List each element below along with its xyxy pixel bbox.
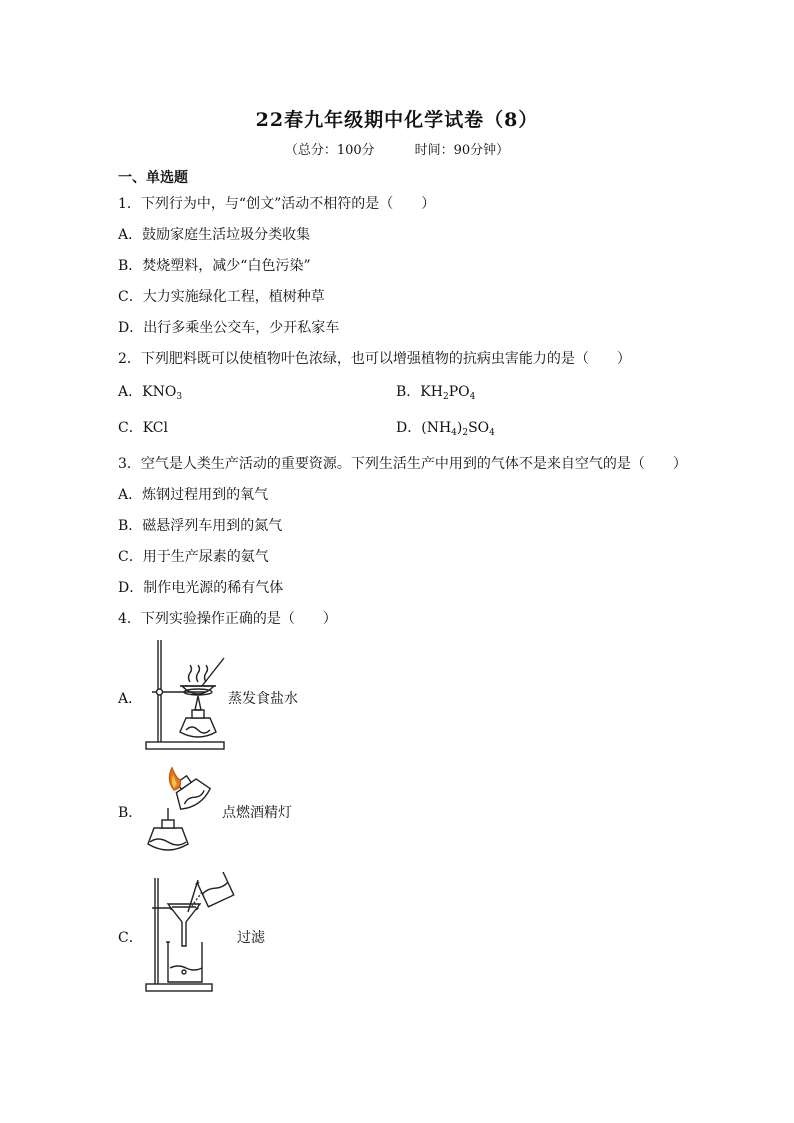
evaporation-caption: 蒸发食盐水 [228, 691, 298, 707]
filtration-caption: 过滤 [237, 930, 265, 946]
total-score: （总分：100分 [284, 143, 375, 158]
question-2-option-d: D．$(NH_4)_2SO_4$ [396, 420, 495, 438]
question-3-option-d: D．制作电光源的稀有气体 [118, 580, 284, 596]
question-4-stem: 4．下列实验操作正确的是（ ） [118, 611, 337, 627]
page-title: 22春九年级期中化学试卷（8） [255, 109, 539, 131]
question-1-option-b: B．焚烧塑料，减少“白色污染” [118, 258, 311, 274]
question-3-option-a: A．炼钢过程用到的氧气 [118, 487, 269, 503]
question-3-stem: 3．空气是人类生产活动的重要资源。下列生活生产中用到的气体不是来自空气的是（ ） [118, 456, 687, 472]
question-2-option-a: A．$KNO_3$ [118, 384, 183, 402]
alcohol-lamp-figure [140, 764, 225, 854]
question-4-option-b-label: B． [118, 805, 143, 821]
exam-info [0, 139, 794, 158]
question-4-option-a-label: A． [118, 691, 143, 707]
alcohol-lamp-caption: 点燃酒精灯 [222, 805, 292, 821]
question-1-option-d: D．出行多乘坐公交车，少开私家车 [118, 320, 340, 336]
exam-time: 时间：90分钟） [414, 143, 510, 158]
question-2-option-c: C．KCl [118, 420, 168, 436]
question-2-stem: 2．下列肥料既可以使植物叶色浓绿，也可以增强植物的抗病虫害能力的是（ ） [118, 351, 631, 367]
filtration-figure [140, 872, 235, 997]
question-2-option-b: B．$KH_2PO_4$ [396, 384, 476, 402]
section-heading: 一、单选题 [118, 170, 188, 186]
question-1-option-a: A．鼓励家庭生活垃圾分类收集 [118, 227, 311, 243]
question-1-option-c: C．大力实施绿化工程，植树种草 [118, 289, 325, 305]
question-4-option-c-label: C． [118, 930, 143, 946]
question-1-stem: 1．下列行为中，与“创文”活动不相符的是（ ） [118, 196, 436, 212]
question-3-option-c: C．用于生产尿素的氨气 [118, 549, 269, 565]
question-3-option-b: B．磁悬浮列车用到的氮气 [118, 518, 283, 534]
evaporation-apparatus-figure [140, 638, 235, 753]
